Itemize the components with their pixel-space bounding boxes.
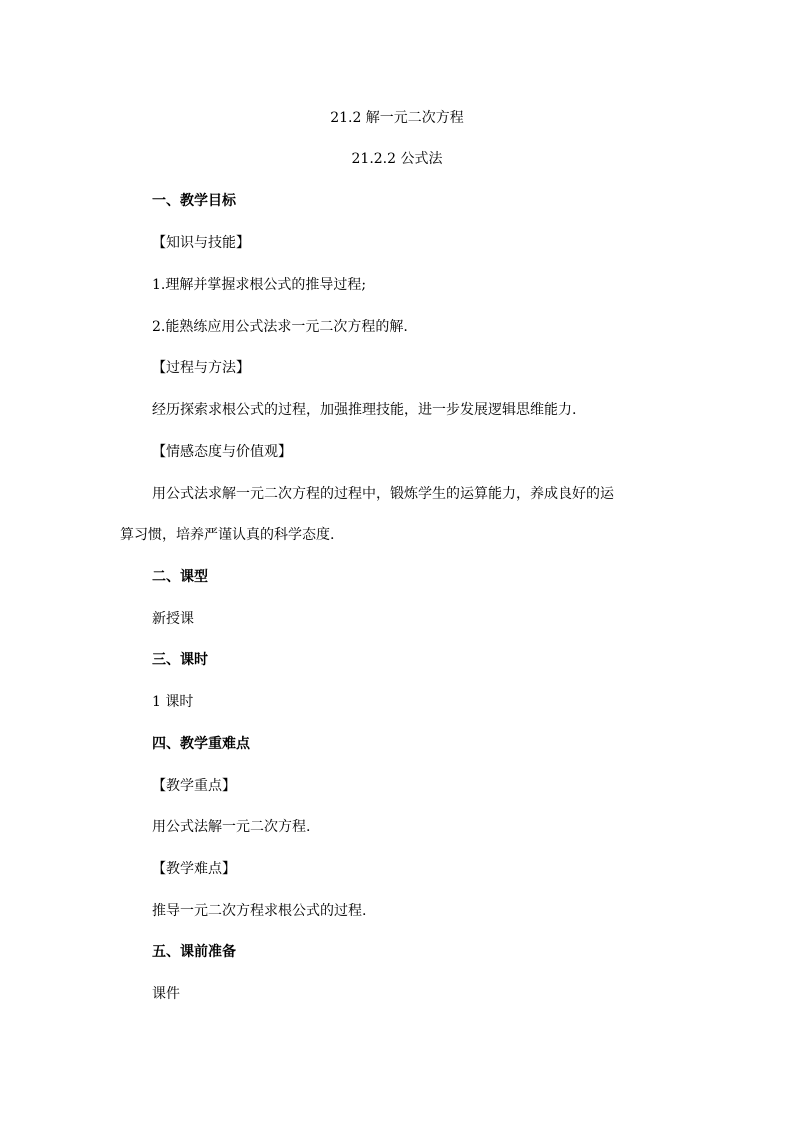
paragraph: 推导一元二次方程求根公式的过程. — [152, 903, 367, 919]
subheading-difficult-point: 【教学难点】 — [152, 861, 236, 877]
section-heading-class-hours: 三、课时 — [152, 652, 208, 668]
section-heading-preparation: 五、课前准备 — [152, 944, 236, 960]
paragraph: 经历探索求根公式的过程，加强推理技能，进一步发展逻辑思维能力. — [152, 402, 577, 418]
section-heading-objectives: 一、教学目标 — [152, 193, 236, 209]
section-heading-lesson-type: 二、课型 — [152, 569, 208, 585]
paragraph: 课件 — [152, 986, 180, 1002]
paragraph: 新授课 — [152, 611, 194, 627]
paragraph: 2.能熟练应用公式法求一元二次方程的解. — [152, 319, 408, 335]
document-title: 21.2 解一元二次方程 — [330, 110, 464, 126]
paragraph: 算习惯，培养严谨认真的科学态度. — [120, 527, 335, 543]
subheading-emotion-values: 【情感态度与价值观】 — [152, 444, 292, 460]
subheading-key-point: 【教学重点】 — [152, 778, 236, 794]
paragraph: 1.理解并掌握求根公式的推导过程; — [152, 277, 367, 293]
paragraph: 1 课时 — [152, 694, 194, 710]
paragraph: 用公式法求解一元二次方程的过程中，锻炼学生的运算能力，养成良好的运 — [152, 486, 614, 502]
subheading-knowledge-skills: 【知识与技能】 — [152, 235, 250, 251]
subheading-process-method: 【过程与方法】 — [152, 360, 250, 376]
paragraph: 用公式法解一元二次方程. — [152, 819, 311, 835]
document-subtitle: 21.2.2 公式法 — [351, 151, 443, 167]
section-heading-key-difficult-points: 四、教学重难点 — [152, 736, 250, 752]
